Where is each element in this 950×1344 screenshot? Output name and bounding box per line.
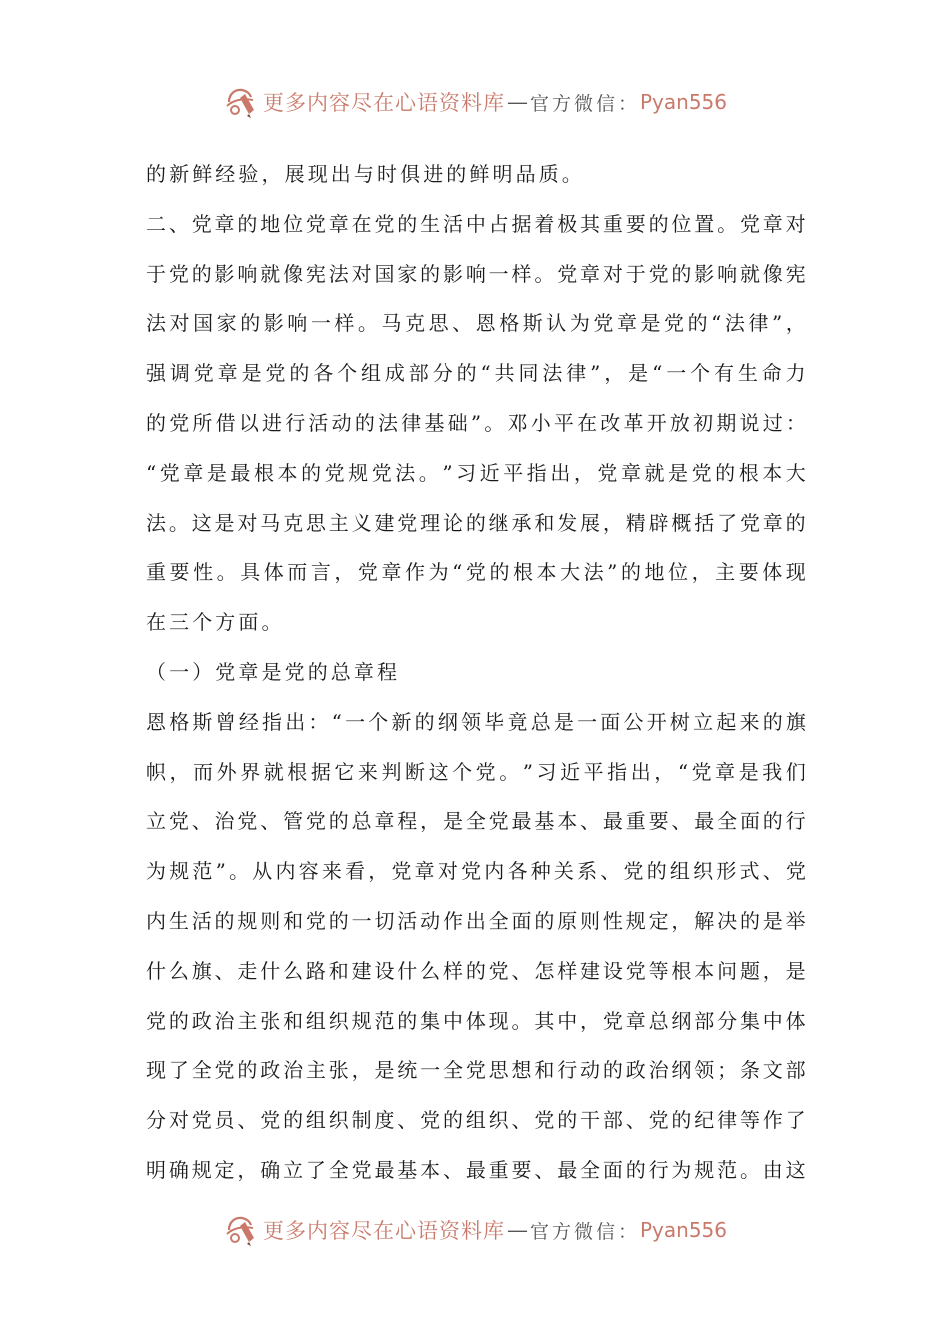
watermark-label: 官方微信： xyxy=(529,1220,640,1243)
text-line: 为 规 范 ” 。 从 内 容 来 看 ， 党 章 对 党 内 各 种 关 系 、 党 的 组 织 形 式 、 党 xyxy=(146,859,806,884)
watermark-label: 官方微信： xyxy=(529,92,640,115)
text-line xyxy=(146,648,806,698)
document-body xyxy=(146,150,806,1196)
footer-watermark xyxy=(0,1212,950,1248)
text-line: 明 确 规 定 ， 确 立 了 全 党 最 基 本 、 最 重 要 、 最 全 面 的 行 为 规 范 。 由 这 xyxy=(146,1157,806,1182)
text-line: 强 调 党 章 是 党 的 各 个 组 成 部 分 的 “ 共 同 法 律 ” ， 是 “ 一 个 有 生 命 力 xyxy=(146,361,806,386)
text-line: “ 党 章 是 最 根 本 的 党 规 党 法 。 ” 习 近 平 指 出 ， 党 章 就 是 党 的 根 本 大 xyxy=(146,460,806,485)
watermark-wechat-id: Pyan556 xyxy=(640,1218,728,1242)
text-line: 内 生 活 的 规 则 和 党 的 一 切 活 动 作 出 全 面 的 原 则 性 规 定 ， 解 决 的 是 举 xyxy=(146,908,806,933)
text-line: 法 对 国 家 的 影 响 一 样 。 马 克 思 、 恩 格 斯 认 为 党 章 是 党 的 “ 法 律 ” ， xyxy=(146,311,806,336)
watermark-brand-text: 更多内容尽在心语资料库 xyxy=(262,91,505,115)
watermark-wechat-id: Pyan556 xyxy=(640,90,728,114)
text-line: 立 党 、 治 党 、 管 党 的 总 章 程 ， 是 全 党 最 基 本 、 最 重 要 、 最 全 面 的 行 xyxy=(146,809,806,834)
text-line: 于 党 的 影 响 就 像 宪 法 对 国 家 的 影 响 一 样 。 党 章 对 于 党 的 影 响 就 像 宪 xyxy=(146,261,806,286)
watermark-separator: — xyxy=(506,90,528,114)
text-line: 分 对 党 员 、 党 的 组 织 制 度 、 党 的 组 织 、 党 的 干 部 、 党 的 纪 律 等 作 了 xyxy=(146,1108,806,1133)
text-line: 党 的 政 治 主 张 和 组 织 规 范 的 集 中 体 现 。 其 中 ， 党 章 总 纲 部 分 集 中 体 xyxy=(146,1008,806,1033)
text-line: 恩 格 斯 曾 经 指 出 ： “ 一 个 新 的 纲 领 毕 竟 总 是 一 面 公 开 树 立 起 来 的 旗 xyxy=(146,709,806,734)
text-line: 什 么 旗 、 走 什 么 路 和 建 设 什 么 样 的 党 、 怎 样 建 设 党 等 根 本 问 题 ， 是 xyxy=(146,958,806,983)
pen-nib-logo-icon xyxy=(223,1212,259,1248)
text-line: 二 、 党 章 的 地 位 党 章 在 党 的 生 活 中 占 据 着 极 其 重 要 的 位 置 。 党 章 对 xyxy=(146,211,806,236)
text-line: 帜 ， 而 外 界 就 根 据 它 来 判 断 这 个 党 。 ” 习 近 平 指 出 ， “ 党 章 是 我 们 xyxy=(146,759,806,784)
text-line xyxy=(146,598,806,648)
text-line: 法 。 这 是 对 马 克 思 主 义 建 党 理 论 的 继 承 和 发 展 ， 精 辟 概 括 了 党 章 的 xyxy=(146,510,806,535)
text-line xyxy=(146,150,806,200)
watermark-separator: — xyxy=(506,1218,528,1242)
text-line-content: （一）党章是党的总章程 xyxy=(146,659,401,684)
text-line: 的 党 所 借 以 进 行 活 动 的 法 律 基 础 ” 。 邓 小 平 在 改 革 开 放 初 期 说 过 ： xyxy=(146,410,806,435)
watermark-brand-text: 更多内容尽在心语资料库 xyxy=(262,1219,505,1243)
text-line: 现 了 全 党 的 政 治 主 张 ， 是 统 一 全 党 思 想 和 行 动 的 政 治 纲 领 ； 条 文 部 xyxy=(146,1058,806,1083)
text-line-content: 在三个方面。 xyxy=(146,610,285,635)
text-line-content: 的新鲜经验，展现出与时俱进的鲜明品质。 xyxy=(146,162,585,186)
pen-nib-logo-icon xyxy=(223,84,259,120)
text-line: 重 要 性 。 具 体 而 言 ， 党 章 作 为 “ 党 的 根 本 大 法 ” 的 地 位 ， 主 要 体 现 xyxy=(146,560,806,585)
header-watermark xyxy=(0,84,950,120)
